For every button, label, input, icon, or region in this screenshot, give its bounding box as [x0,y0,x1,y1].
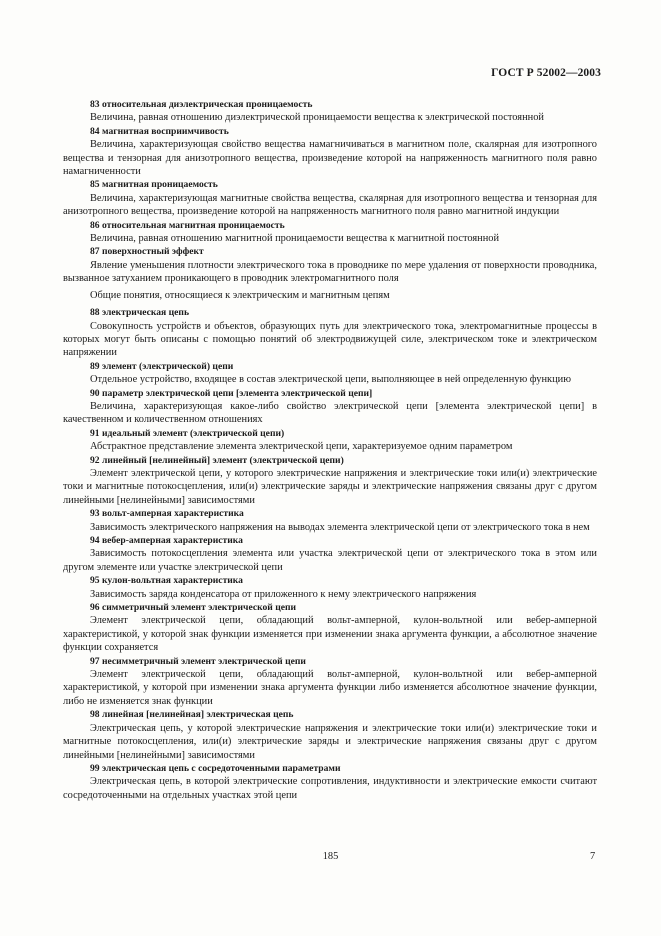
term-91: 91 идеальный элемент (электрической цепи) [90,427,285,439]
term-86: 86 относительная магнитная проницаемость [90,219,285,231]
definition-84: Величина, характеризующая свойство вещества намагничиваться в магнитном поле, скалярная для изотропного вещества и тензорная для анизотропного вещества, произведение которой на напряженность магнитного поля равно намагниченности [63,139,597,178]
terms-list [63,98,597,802]
definition-99: Электрическая цепь, в которой электрические сопротивления, индуктивности и электрические емкости считают сосредоточенными на отдельных участках этой цепи [63,776,597,801]
section-heading: Общие понятия, относящиеся к электрическим и магнитным цепям [90,289,390,301]
term-97: 97 несимметричный элемент электрической цепи [90,655,306,667]
term-98: 98 линейная [нелинейная] электрическая цепь [90,709,294,721]
sheet-number: 7 [590,851,596,862]
standard-number: ГОСТ Р 52002—2003 [491,67,601,79]
definition-91: Абстрактное представление элемента электрической цепи, характеризуемое одним параметром [90,441,513,453]
term-84: 84 магнитная восприимчивость [90,125,229,137]
term-96: 96 симметричный элемент электрической цепи [90,602,297,614]
term-87: 87 поверхностный эффект [90,246,204,258]
term-95: 95 кулон-вольтная характеристика [90,575,243,587]
definition-97: Элемент электрической цепи, обладающий вольт-амперной, кулон-вольтной или вебер-амперной характеристикой, у которой при изменении знака аргумента функции либо изменяется абсолютное значение функции, либо не изменяется знак функции [63,669,597,707]
definition-92: Элемент электрической цепи, у которого электрические напряжения и электрические токи или(и) электрические токи и магнитные потокосцепления, или(и) электрические заряды и электрические напряжения связаны друг с другом линейными [нелинейными] зависимостями [63,467,597,506]
definition-83: Величина, равная отношению диэлектрической проницаемости вещества к электрической постоянной [90,112,544,124]
term-83: 83 относительная диэлектрическая проницаемость [90,99,313,110]
definition-87: Явление уменьшения плотности электрического тока в проводнике по мере удаления от поверхности проводника, вызванное затуханием проникающего в проводник электромагнитного поля [63,259,597,285]
definition-95: Зависимость заряда конденсатора от приложенного к нему электрического напряжения [90,588,477,600]
definition-89: Отдельное устройство, входящее в состав электрической цепи, выполняющее в ней определенную функцию [90,374,571,386]
term-89: 89 элемент (электрической) цепи [90,360,234,372]
page-number: 185 [322,851,339,862]
definition-96: Элемент электрической цепи, обладающий вольт-амперной, кулон-вольтной или вебер-амперной характеристикой, у которой знак функции изменяется при изменении знака аргумента функции, а абсолютное значение функции сохраняется [63,615,597,654]
term-90: 90 параметр электрической цепи [элемента электрической цепи] [90,387,373,399]
definition-93: Зависимость электрического напряжения на выводах элемента электрической цепи от электрического тока в нем [90,521,590,533]
term-92: 92 линейный [нелинейный] элемент (электрической цепи) [90,454,344,466]
term-94: 94 вебер-амперная характеристика [90,535,243,546]
term-93: 93 вольт-амперная характеристика [90,508,244,520]
definition-94: Зависимость потокосцепления элемента или участка электрической цепи от электрического тока в этом или другом элементе или участке электрической цепи [63,548,597,573]
term-99: 99 электрическая цепь с сосредоточенными параметрами [90,762,341,774]
definition-98: Электрическая цепь, у которой электрические напряжения и электрические токи или(и) электрические токи и магнитные потокосцепления, или(и) электрические заряды и электрические напряжения связаны друг с другом линейными [нелинейными] зависимостями [63,722,597,761]
definition-90: Величина, характеризующая какое-либо свойство электрической цепи [элемента электрической цепи] в качественном и количественном отношениях [63,400,597,426]
term-88: 88 электрическая цепь [90,307,190,319]
term-85: 85 магнитная проницаемость [90,179,218,191]
definition-86: Величина, равная отношению магнитной проницаемости вещества к магнитной постоянной [90,233,500,245]
definition-88: Совокупность устройств и объектов, образующих путь для электрического тока, электромагнитные процессы в которых могут быть описаны с помощью понятий об электродвижущей силе, электрическом токе и электрическом напряжении [63,320,597,359]
definition-85: Величина, характеризующая магнитные свойства вещества, скалярная для изотропного вещества и тензорная для анизотропного вещества, произведение которой на напряженность магнитного поля равно магнитной индукции [63,192,597,218]
